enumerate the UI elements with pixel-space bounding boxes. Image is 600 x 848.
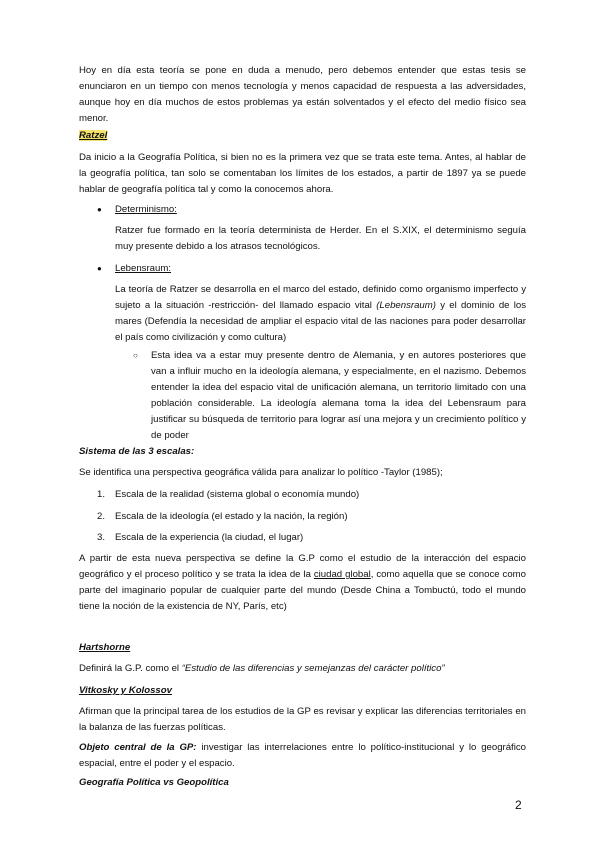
ratzel-paragraph: Da inicio a la Geografía Política, si bien no es la primera vez que se trata este tema. Antes, al hablar de la geografía política, tan solo se comentaban los límites de los estados, a partir de 1897 ya se puede hablar de geografía política tal y como la conocemos ahora. [79,152,526,195]
ratzel-heading-text: Ratzel [79,130,108,141]
list-item: Escala de la ideología (el estado y la nación, la región) [115,511,348,522]
bullet-icon: ● [97,205,102,214]
geopolitica-heading: Geografía Política vs Geopolítica [79,777,229,788]
list-number: 2. [97,511,106,522]
escalas-after-text-2: , como aquella que se conoce como parte del imaginario popular de cualquier parte del mundo (Desde China a Tombuctú, todo el mundo tiene la noción de la existencia de NY, París, etc) [79,569,527,612]
lebensraum-paragraph [115,282,526,346]
lebensraum-sub-paragraph: Esta idea va a estar muy presente dentro de Alemania, y en autores posteriores que van a influir mucho en la ideología alemana, y especialmente, en el nazismo. Debemos entender la idea del espacio vital de unificación alemana, un territorio limitado con una población considerable. La ideología alemana toma la idea del Lebensraum para justificar su búsqueda de territorio para lograr así una mejora y un crecimiento político y de poder [151,350,526,441]
bullet-icon: ● [97,264,102,273]
lebensraum-text-1: La teoría de Ratzer se desarrolla en el marco del estado, definido como organismo imperfecto y sujeto a la situación -restricción- del llamado espacio vital [115,284,526,311]
hartshorne-paragraph [79,661,526,677]
vitkosky-paragraph: Afirman que la principal tarea de los estudios de la GP es revisar y explicar las diferencias territoriales en la balanza de las fuerzas políticas. [79,706,526,733]
list-number: 1. [97,489,106,500]
escalas-paragraph: Se identifica una perspectiva geográfica válida para analizar lo político -Taylor (1985); [79,467,443,478]
hartshorne-text: Definirá la G.P. como el [79,663,182,674]
lebensraum-title: Lebensraum: [115,263,171,274]
objeto-text: investigar las interrelaciones entre lo político-institucional y lo geográfico espacial, entre el poder y el espacio. [79,742,526,769]
escalas-after-text-1: A partir de esta nueva perspectiva se define la G.P como el estudio de la interacción del espacio geográfico y el proceso político y se trata la idea de la [79,553,526,580]
intro-paragraph: Hoy en día esta teoría se pone en duda a menudo, pero debemos entender que estas tesis se enunciaron en un tiempo con menos tecnología y menos capacidad de respuesta a las adversidades, aunque hoy en día muchos de estos problemas ya están solventados y el efecto del medio físico sea menor. [79,65,526,124]
list-number: 3. [97,532,106,543]
circle-bullet-icon: ○ [133,351,138,360]
page-number: 2 [515,798,522,812]
escalas-after-paragraph [79,551,526,615]
ratzel-heading [79,128,526,144]
vitkosky-heading: Vitkosky y Kolossov [79,685,172,696]
escalas-heading: Sistema de las 3 escalas: [79,446,195,457]
lebensraum-text-2: y el dominio de los mares (Defendía la necesidad de ampliar el espacio vital de las naciones para poder desarrollar el país como civilización y como cultura) [115,300,527,343]
list-item: Escala de la experiencia (la ciudad, el lugar) [115,532,304,543]
objeto-label: Objeto central de la GP: [79,742,197,753]
objeto-paragraph [79,740,526,772]
hartshorne-heading: Hartshorne [79,642,131,653]
hartshorne-quote: “Estudio de las diferencias y semejanzas del carácter político” [181,663,445,674]
lebensraum-term: (Lebensraum) [376,300,436,311]
ciudad-global-term: ciudad global [313,569,371,580]
list-item: Escala de la realidad (sistema global o economía mundo) [115,489,360,500]
determinismo-title: Determinismo: [115,204,177,215]
determinismo-paragraph: Ratzer fue formado en la teoría determinista de Herder. En el S.XIX, el determinismo seguía muy presente debido a los atrasos tecnológicos. [115,225,526,252]
